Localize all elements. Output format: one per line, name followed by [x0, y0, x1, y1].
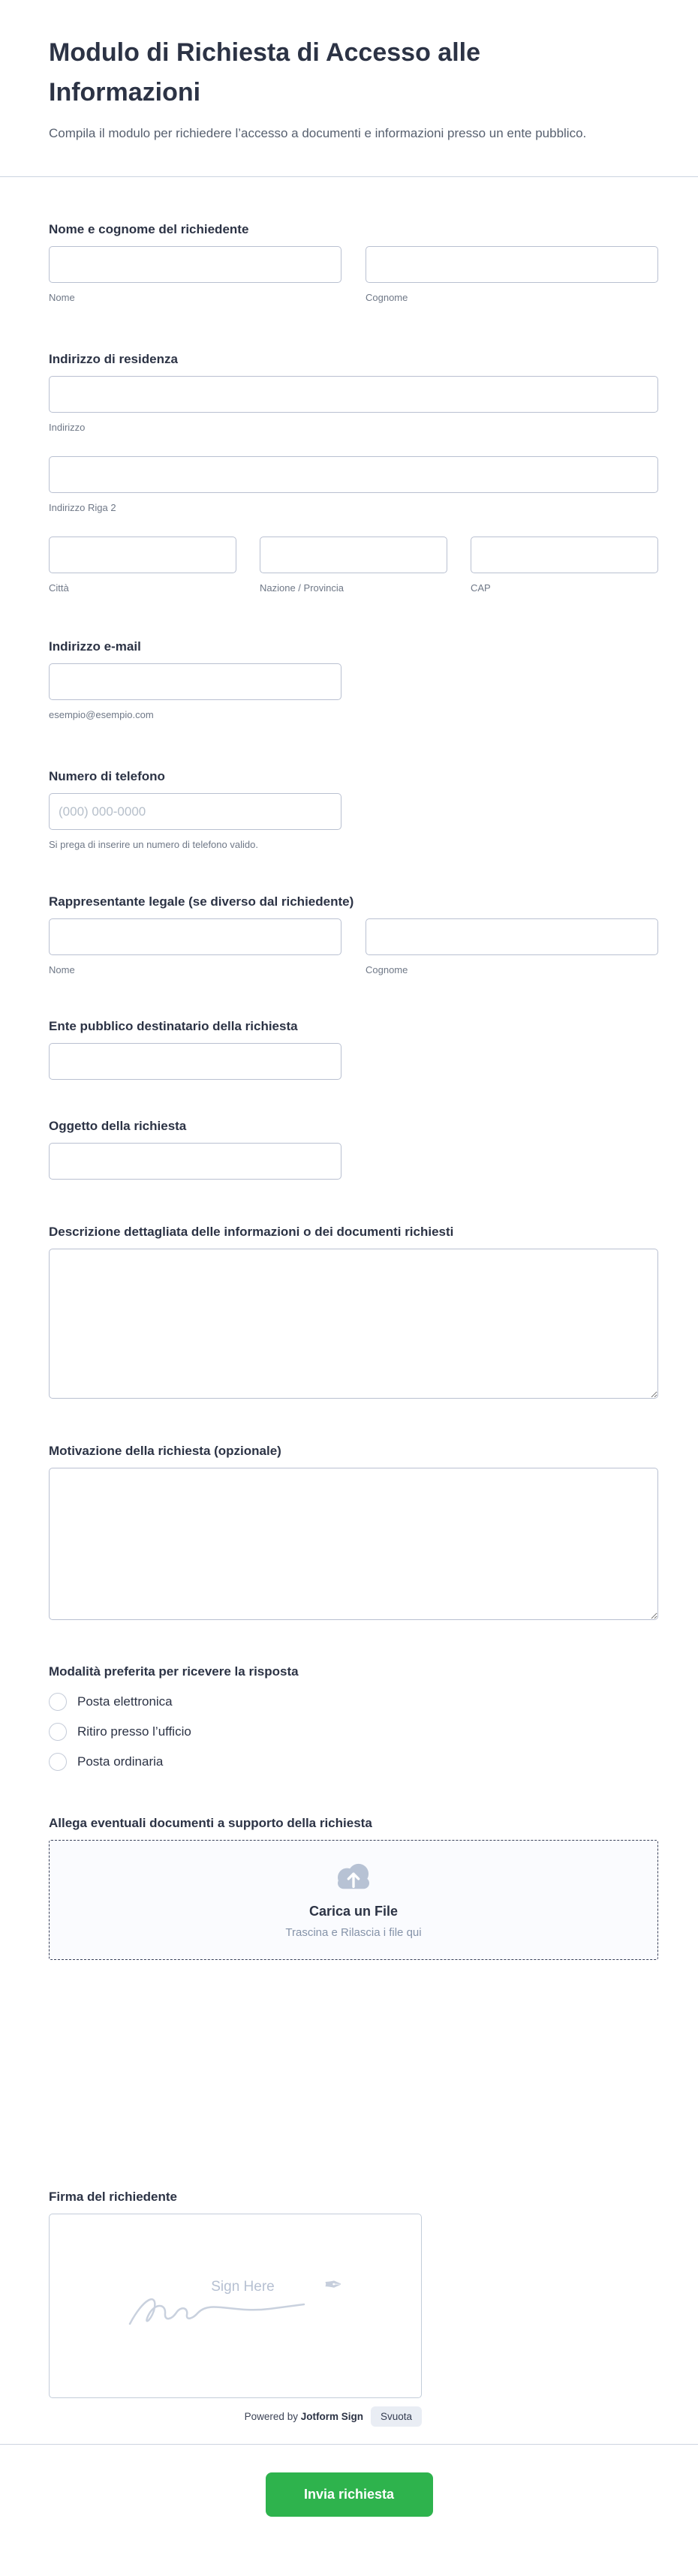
- upload-title: Carica un File: [308, 1903, 399, 1919]
- legal-rep-first-name-sublabel: Nome: [49, 964, 75, 976]
- first-name-input[interactable]: [49, 246, 341, 283]
- field-attachments: [49, 1814, 658, 1960]
- email-label: Indirizzo e-mail: [49, 639, 141, 654]
- signature-placeholder: [127, 2273, 344, 2331]
- submit-button[interactable]: Invia richiesta: [266, 2472, 433, 2517]
- full-name-label: Nome e cognome del richiedente: [49, 222, 249, 237]
- phone-label: Numero di telefono: [49, 769, 165, 784]
- address-line2-input[interactable]: [49, 456, 658, 493]
- radio-circle-icon: [49, 1693, 67, 1711]
- address-label: Indirizzo di residenza: [49, 352, 178, 367]
- city-input[interactable]: [49, 537, 236, 573]
- legal-rep-last-name-sublabel: Cognome: [366, 964, 408, 976]
- state-sublabel: Nazione / Provincia: [260, 582, 344, 594]
- request-description-textarea[interactable]: [49, 1249, 658, 1399]
- field-request-motivation: [49, 1442, 658, 1624]
- radio-circle-icon: [49, 1753, 67, 1771]
- field-signature: [49, 2188, 658, 2427]
- signature-footer: [49, 2406, 422, 2427]
- field-address: [49, 350, 658, 594]
- request-motivation-textarea[interactable]: [49, 1468, 658, 1620]
- legal-rep-first-name-input[interactable]: [49, 918, 341, 955]
- radio-option-label: Posta elettronica: [77, 1694, 173, 1709]
- field-request-subject: [49, 1117, 658, 1180]
- field-full-name: [49, 221, 658, 304]
- zip-input[interactable]: [471, 537, 658, 573]
- signature-label: Firma del richiedente: [49, 2190, 177, 2205]
- public-body-input[interactable]: [49, 1043, 341, 1080]
- address-line1-sublabel: Indirizzo: [49, 422, 86, 434]
- jotform-sign-brand: Jotform Sign: [300, 2410, 363, 2422]
- powered-by-text: [245, 2411, 363, 2422]
- field-phone: [49, 768, 658, 851]
- signature-clear-button[interactable]: Svuota: [371, 2406, 422, 2427]
- radio-option-label: Ritiro presso l’ufficio: [77, 1724, 191, 1739]
- request-subject-label: Oggetto della richiesta: [49, 1119, 187, 1134]
- phone-hint: Si prega di inserire un numero di telefono valido.: [49, 839, 258, 851]
- last-name-input[interactable]: [366, 246, 658, 283]
- signature-pad[interactable]: [49, 2214, 422, 2398]
- radio-option-label: Posta ordinaria: [77, 1754, 164, 1769]
- form-body: [0, 221, 698, 2427]
- form-footer: [0, 2444, 698, 2554]
- response-mode-label: Modalità preferita per ricevere la risposta: [49, 1664, 299, 1679]
- address-line1-input[interactable]: [49, 376, 658, 413]
- attachments-label: Allega eventuali documenti a supporto della richiesta: [49, 1816, 372, 1831]
- radio-option-posta-ordinaria[interactable]: [49, 1753, 658, 1771]
- zip-sublabel: CAP: [471, 582, 491, 594]
- pen-nib-icon: ✒: [323, 2273, 343, 2298]
- field-response-mode: [49, 1663, 658, 1771]
- first-name-sublabel: Nome: [49, 292, 75, 304]
- signature-squiggle-icon: [127, 2291, 307, 2330]
- field-legal-representative: [49, 893, 658, 976]
- header-divider: [0, 176, 698, 177]
- upload-subtitle: Trascina e Rilascia i file qui: [285, 1925, 422, 1939]
- sign-here-text: Sign Here: [211, 2279, 275, 2295]
- request-motivation-label: Motivazione della richiesta (opzionale): [49, 1444, 281, 1459]
- cloud-arrow-up-icon: [332, 1862, 375, 1893]
- email-hint: esempio@esempio.com: [49, 709, 154, 721]
- last-name-sublabel: Cognome: [366, 292, 408, 304]
- request-subject-input[interactable]: [49, 1143, 341, 1180]
- powered-by-label: Powered by: [244, 2410, 298, 2422]
- radio-option-posta-elettronica[interactable]: [49, 1693, 658, 1711]
- email-input[interactable]: [49, 663, 341, 700]
- form-subtitle: Compila il modulo per richiedere l’accesso a documenti e informazioni presso un ente pubblico.: [49, 126, 587, 141]
- state-input[interactable]: [260, 537, 447, 573]
- legal-rep-last-name-input[interactable]: [366, 918, 658, 955]
- address-line2-sublabel: Indirizzo Riga 2: [49, 502, 116, 514]
- radio-option-ritiro-ufficio[interactable]: [49, 1723, 658, 1741]
- city-sublabel: Città: [49, 582, 69, 594]
- form-header: [0, 0, 698, 176]
- legal-representative-label: Rappresentante legale (se diverso dal richiedente): [49, 894, 354, 909]
- field-email: [49, 638, 658, 721]
- radio-circle-icon: [49, 1723, 67, 1741]
- public-body-label: Ente pubblico destinatario della richiesta: [49, 1019, 298, 1034]
- field-request-description: [49, 1223, 658, 1402]
- file-upload-dropzone[interactable]: [49, 1840, 658, 1960]
- request-description-label: Descrizione dettagliata delle informazioni o dei documenti richiesti: [49, 1225, 454, 1240]
- form-title: Modulo di Richiesta di Accesso alle Informazioni: [49, 38, 480, 107]
- field-public-body: [49, 1017, 658, 1080]
- phone-input[interactable]: [49, 793, 341, 830]
